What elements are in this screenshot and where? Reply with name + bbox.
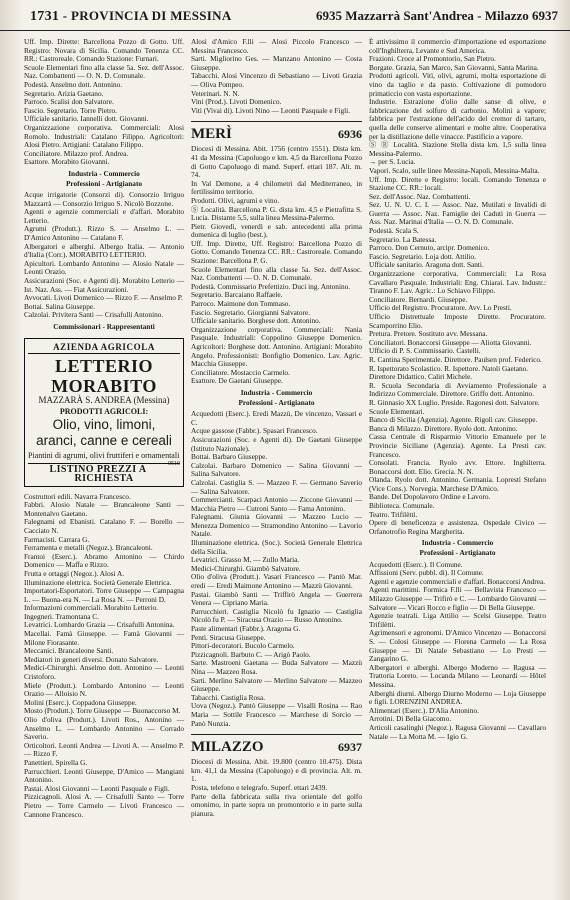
directory-entry: Fabbri. Alosio Natale — Brancaleone Santi — Montenalvo Gaetano. [24,500,184,518]
province-title: PROVINCIA DI MESSINA [70,8,232,23]
directory-entry: Biblioteca. Comunale. [369,501,435,511]
directory-entry: Teatro. Trifilètti. [369,509,418,519]
directory-entry: Apicultori. Lombardo Antonino — Alosio Natale — Leonti Orazio. [24,258,184,277]
ad-company-type: AZIENDA AGRICOLA [28,343,180,355]
column-3 [369,38,546,741]
town-name-milazzo: MILAZZO [191,739,264,756]
page-gutter-left [0,0,22,900]
directory-entry: Calzolai. Barbaro Domenico — Salina Giovanni — Salina Salvatore. [191,460,362,479]
directory-entry: Paste alimentari (Fabbr.). Aragona G. [191,624,301,633]
directory-entry: Acquedotti (Eserc.). Eredi Mazzù, De vincenzo, Vassari e C. [191,409,362,427]
directory-entry: Posta, telefono e telegrafo. Superf. ettari 2439. [191,782,328,792]
ad-products-line2: aranci, canne e cereali [36,433,172,449]
ad-plants [28,451,180,468]
directory-entry: Olio d'oliva (Produtt.). Vasari Francesco — Pantò Mar. eredi — Eredi Maimone Antonino — Mazzù Giovanni. [191,572,362,591]
directory-entry: Bottai. Salina Giuseppe. [24,301,95,311]
directory-entry: Bottai. Barbaro Giuseppe. [191,452,268,462]
directory-entry: Pizzicagnoli. Alosi A. — Crisafulli Santo — Torre Pietro — Torre Carmelo — Livoti Francesco — Cannone Francesco. [24,792,184,819]
meri-section-heading: Industria - Commercio [240,387,313,397]
directory-entry: Pizzicagnoli. Barbuto C. — Arigò Paolo. [191,649,311,659]
directory-entry: Segretario. Barcaiano Raffaele. [191,290,283,300]
directory-entry: Tabacchi. Castiglia Rosa. [191,692,266,702]
directory-entry: Ingegneri. Tramontana C. [24,611,99,621]
directory-entry: Sarti. Migliorino Ges. — Manzano Antonino — Costa Giuseppe. [191,54,362,72]
col1-industry-entries [24,191,184,320]
directory-entry: Informazioni commerciali. Morabito Letterio. [24,603,158,613]
directory-entry: Ferramenta e metalli (Negoz.). Brancaleoni. [24,543,153,553]
directory-entry: Sarti. Merlino Salvatore — Merlino Salvatore — Mazzeo Giuseppe. [191,675,362,694]
directory-entry: Medici-Chirurghi. Giambò Salvatore. [191,563,301,573]
directory-entry: R. Ginnasio XX Luglio. Preside. Ragonesi dott. Salvatore. [369,397,540,407]
town-heading-milazzo [191,734,362,755]
meri-entries [191,145,362,386]
directory-entry: Uff. Imp. Dirette, Uff. Registro: Barcellona Pozzo di Gotto. Comando Tenenza CC. RR.: Castroreale. Comando Stazione: Barcellona P. G. [191,238,362,266]
directory-entry: Sez. U. N. U. C. I. — Assoc. Naz. Mutilati e Invalidi di Guerra — Assoc. Naz. Famiglie dei Caduti in Guerra — Ass. Naz. Marinai d'Italia — O. N. D. Comunale. [369,200,546,227]
directory-entry: R. Cantina Sperimentale. Direttore. Paulsen prof. Federico. [369,354,542,364]
directory-entry: Falegnami. Giunta Giovanni — Mazzeo Lucio — Menezza Domenico — Stramondino Antonino — Lavorio Natale. [191,512,362,539]
directory-entry: Costruttori edili. Navarra Francesco. [24,491,131,501]
directory-entry: Uff. Imp. Dirette: Barcellona Pozzo di Gotto. Uff. Registro: Novara di Sicilia. Comando Tenenza CC. RR.: Castroreale. Comando Stazione: Furnari. [24,37,184,64]
page-gutter-right [552,0,570,900]
directory-entry: Olio d'oliva (Produtt.). Livoti Ros., Antonino — Anselmo L. — Lombardo Antonino — Corrado Saverio. [24,715,184,742]
milazzo-entries [191,758,362,818]
directory-entry: R. Scuola Secondaria di Avviamento Professionale a Indirizzo Commerciale. Direttore. Griffo dott. Antonino. [369,380,546,399]
advertisement-morabito [24,338,184,487]
col3-entries [369,38,546,536]
directory-entry: Parroco. Don Cernuto, arcipr. Domenico. [369,243,490,253]
page-header [0,0,570,31]
directory-entry: Agenti e agenzie commerciali e d'affari. Morabito Letterio. [24,207,184,225]
header-left: 1731 - PROVINCIA DI MESSINA [30,8,232,24]
directory-entry: Agenti marittimi. Formica F.lli — Bellavista Francesco — Milazzo Giuseppe — Trifirò e C. — Lombardo Giovanni — Salvatore — Vicari Rocco e figlio — Di Bella Giuseppe. [369,585,546,612]
directory-entry: Diocesi di Messina. Abit. 1756 (centro 1551). Dista km. 41 da Messina (Capoluogo e km. 4,5 da Barcellona Pozzo di Gotto Capoluogo di mand. Superf. ettari 187. Alt. m. 74. [191,144,362,180]
directory-entry: Illuminazione elettrica. Società Generale Elettrica. [24,577,172,587]
directory-entry: Panettieri. Spirella G. [24,757,88,767]
town-heading-meri [191,121,362,142]
town-name-meri: MERÌ [191,126,232,143]
meri-section-subheading: Professioni - Artigianato [238,397,315,407]
directory-entry: Organizzazione corporativa. Commerciali: Nania Pasquale. Industriali: Coppolino Giuseppe Domenico. Agricoltori: Borghese dott. Antonino. Artigiani: Morabito Angelo. Professionisti: Bonfiglio Domenico. Lav. Agric. Macchia Giuseppe. [191,324,362,369]
directory-entry: Tabacchi. Alosi Vincenzo di Sebastiano — Livoti Grazia — Oliva Pompeo. [191,71,362,89]
directory-entry: Falegnami ed Ebanisti. Catalano F. — Borello — Cacciato N. [24,517,184,535]
directory-entry: Molini (Eserc.). Coppadona Giuseppe. [24,697,137,707]
directory-entry: Levatrici. Grasso M. — Zullo Maria. [191,555,300,565]
ad-plants-text: Piantini di agrumi, olivi fruttiferi e ornamentali [28,451,180,461]
directory-entry: Podestà. Anselmo dott. Antonino. [24,79,123,89]
directory-entry: Frutta e ortaggi (Negoz.). Alosi A. [24,568,125,578]
directory-entry: Vitì (Vivai di). Livoti Nino — Leonti Pasquale e Figli. [191,105,351,115]
directory-entry: Miele (Produtt.). Lombardo Antonino — Leonti Orazio — Alloisio N. [24,680,184,699]
directory-entry: Scuole Elementari. [369,406,425,416]
directory-entry: Bande. Del Dopolavoro Ordine e Lavoro. [369,492,491,502]
directory-entry: Ufficiale sanitario. Iannelli dott. Giovanni. [24,114,149,124]
town-code-meri: 6936 [338,127,362,142]
directory-entry: Meccanici. Brancaleone Santi. [24,646,114,656]
directory-entry: Parroco. Maimone don Tommaso. [191,299,291,309]
directory-entry: Arrotini. Di Bella Giacomo. [369,714,452,724]
directory-entry: Ⓢ Località. Barcellona P. G. dista km. 4,5 e Pietrafitta S. Lucia. Distante 5,5, sulla linea Messina-Palermo. [191,204,362,223]
directory-entry: Acque gassose (Fabbr.). Spasari Francesco. [191,426,318,436]
directory-entry: In Val Demone, a 4 chilometri dal Mediterraneo, in fertilissimo territorio. [191,178,362,197]
ad-company-name: LETTERIO MORABITO [51,356,157,397]
header-right-title: 6935 Mazzarrà Sant'Andrea - Milazzo 6937 [315,8,558,23]
directory-entry: Scuole Elementari fino alla classe 5a. Sez. dell'Assoc. Naz. Combattenti — O. N. D. Comunale. [191,264,362,283]
directory-entry: Macellai. Famà Giuseppe. — Famà Giovanni — Milone Fiorasante. [24,629,184,647]
directory-entry: Conciliatori. Bonaccorsi Giuseppe — Aliotta Giovanni. [369,337,532,347]
directory-entry: Acque irrigatorie (Consorzi di). Consorzio Irriguo Mazzarrà — Consorzio Irriguo S. Nicolò Bozzone. [24,190,184,208]
directory-entry: Sarte. Mastroeni Gaetana — Buda Salvatore — Mazzù Nina — Mazzeo Rosa. [191,658,362,676]
col3-section-subheading: Professioni - Artigianato [419,548,496,558]
directory-entry: Borgate. Grazia, San Marco, San Giovanni, Santa Marina. [369,62,539,72]
directory-entry: Illuminazione elettrica. (Soc.). Società Generale Elettrica della Sicilia. [191,538,362,556]
section-subheading: Professioni - Artigianato [65,178,143,188]
ad-products-line1: Olio, vino, limoni, [52,417,156,433]
directory-entry: Commercianti. Scarpaci Antonio — Ziccone Giovanni — Macchia Pietro — Cutroni Santo — Fama Antonino. [191,495,362,513]
directory-entry: Podestà. Commissario Prefettizio. Duci ing. Antonino. [191,281,351,291]
directory-entry: Parroco. Scalisi don Salvatore. [24,97,114,107]
directory-entry: Industrie. Estrazione d'olio dalle sanse di olive, e fabbricazione del solfuro di carbonio. Molini a vapore; fabbrica per l'estrazione dell'acido del cremor di tartaro, quella delle conserve alimentari e molte altre. Cooperativa per la distillazione delle vinacce. Pastificio a vapore. [369,97,546,141]
directory-entry: Ufficio Distrettuale Imposte Dirette. Procuratore. Scamporrino Elio. [369,312,546,330]
directory-entry: Esattore. De Gaetani Giuseppe. [191,376,283,386]
directory-entry: Fascio. Segretario. Loja dott. Attilio. [369,251,477,261]
directory-entry: Articoli casalinghi (Negoz.). Ragusa Giovanni — Cavallaro Natale — La Motta M. — Igio G. [369,722,546,741]
directory-entry: Alimentari (Eserc.). D'Alia Antonino. [369,705,479,715]
directory-entry: Agenti e agenzie commerciali e d'affari. Bonaccorsi Andrea. [369,576,546,586]
directory-entry: Organizzazione corporativa. Commerciali: Alosi Romolo. Industriali: Catalano Filippo. Agricoltori: Alosi Pietro. Artigiani: Catalano Filippo. [24,122,184,150]
column-1 [24,38,184,819]
directory-entry: Alosi d'Amico F.lli — Alosi Piccolo Francesco — Messina Francesco. [191,37,362,55]
col3-section-heading: Industria - Commercio [421,538,494,548]
directory-entry: Parrucchieri. Castiglia Nicolò fu Ignazio — Castiglia Nicolò fu P. — Siracusa Orazio — Russo Antonino. [191,606,362,625]
directory-entry: Ufficiale sanitario. Borghese dott. Antonino. [191,316,321,326]
directory-entry: Importatori-Esportatori. Torre Giuseppe — Campagna L. — Buona-era N. — La Rosa N. — Perroni D. [24,586,184,604]
directory-entry: Albergatori e alberghi. Albergo Italia. — Antonio d'Italia (Corr.). MORABITO LETTERIO. [24,241,184,260]
directory-entry: Mosto (Produtt.). Torre Giuseppe — Buonaccorso M. [24,706,181,716]
directory-entry: Pastai. Giambò Santi — Triffirò Angela — Guerrera Venera — Cipriano Maria. [191,589,362,608]
ad-code: 0510 [168,461,180,468]
directory-entry: Pretura. Pretore. Sostituto avv. Messana. [369,329,488,339]
directory-entry: Ufficio del Registro. Procuratore. Avv. Lo Presti. [369,303,512,313]
directory-entry: Ⓢ Ⓡ Località. Stazione Stella dista km. 1,5 sulla linea Messina-Palermo. [369,140,546,158]
directory-entry: Uff. Imp. Dirette e Registro: locali. Comando Tenenza e Stazione CC. RR.: locali. [369,174,546,193]
directory-entry: Avvocati. Livoti Domenico — Rizzo F. — Anselmo P. [24,293,183,303]
directory-entry: Levatrici. Lombardo Grazia — Crisafulli Antonina. [24,620,175,630]
directory-entry: Pittori-decoratori. Bucolo Carmelo. [191,641,295,651]
meri-industry-entries [191,410,362,728]
directory-entry: Assicurazioni (Soc. e Agenti di). De Gaetani Giuseppe (Istituto Nazionale). [191,434,362,453]
directory-entry: Banca di Milazzo. Direttore. Ryolo dott. Antonino. [369,423,518,433]
directory-entry: Ufficiale sanitario. Aragona dott. Santi. [369,260,484,270]
directory-entry: È attivissimo il commercio d'importazione ed esportazione coll'Inghilterra, Levante e Sud America. [369,37,546,55]
directory-entry: Calzolai. Castiglia S. — Mazzeo F. — Germano Saverio — Salina Salvatore. [191,477,362,496]
col2-entries [191,38,362,115]
directory-entry: Diocesi di Messina. Abit. 19.800 (centro 10.475). Dista km. 41,1 da Messina (Capoluogo) e di provincia. Alt. m. 1. [191,757,362,784]
directory-entry: Opere di beneficenza e assistenza. Ospedale Civico — Orfanotrofio Regina Margherita. [369,518,546,536]
directory-entry: Calzolai. Privitera Santi — Crisafulli Antonino. [24,310,164,320]
directory-entry: Prodotti. Olivi, agrumi e vino. [191,195,280,205]
directory-entry: Agenzie teatrali. Liga Attilio — Scelsi Giuseppe. Teatro Trifilètti. [369,611,546,629]
directory-entry: Scuole Elementari fino alla classe 5a. Sez. dell'Assoc. Naz. Combattenti — O. N. D. Comunale. [24,62,184,81]
directory-entry: Mediatori in generi diversi. Donato Salvatore. [24,654,159,664]
directory-entry: Segretario. Arizia Gaetano. [24,88,104,98]
directory-entry: Pastai. Alosi Giovanni — Leonti Pasquale e Figli. [24,783,170,793]
directory-entry: Assicurazioni (Soc. e Agenti di). Morabito Letterio — Ist. Naz. Ass. — Fiat Assicurazioni. [24,276,184,294]
directory-entry: Esattore. Morabito Giovanni. [24,157,110,167]
directory-entry: Conciliatore. Milazzo prof. Andrea. [24,148,129,158]
directory-entry: Albergatori e alberghi. Albergo Moderno — Ragusa — Trattoria Loreto. — Locanda Milano — Leonardi — Hôtel Messina. [369,662,546,689]
directory-entry: Pietr. Giovedì, venerdì e sab. antecedenti alla prima domenica di luglio (best.). [191,221,362,240]
directory-entry: Frantoi (Eserc.). Abramo Antonino — Chirdo Domenico — Maffa e Rizzo. [24,551,184,570]
directory-entry: Parrucchieri. Leonti Giuseppe, D'Amico — Mangiani Antonino. [24,766,184,785]
directory-entry: Parte della fabbricata sulla riva orientale del golfo omonimo, in parte sopra un promontorio e in parte sulla pianura. [191,791,362,818]
directory-entry: Agrumi (Produtt.). Rizzo S. — Anselmo L. — D'Amico Antonino — Catalano F. [24,224,184,243]
directory-entry: Fascio. Segretario. Giorgianni Salvatore. [191,307,311,317]
directory-entry: Conciliatore. Mostaccio Carmelo. [191,367,290,377]
directory-entry: Orticoltori. Leonti Andrea — Livoti A. — Anselmo P. — Rizzo F. [24,740,184,759]
directory-entry: Consolati. Francia. Ryolo avv. Ettore. Inghilterra. Bonaccorsi dott. Elio. Grecia. N. N. [369,458,546,476]
directory-entry: Vini (Prod.). Livoti Domenico. [191,97,282,107]
directory-entry: Medici-Chirurghi. Anselmo dott. Antonino — Leonti Cristoforo. [24,663,184,682]
directory-entry: Farmacisti. Carrara G. [24,534,90,544]
directory-entry: Segretario. La Batessa. [369,234,437,244]
ad-location: MAZZARÀ S. ANDREA (Messina) [38,395,170,406]
directory-entry: Alberghi diurni. Albergo Diurno Moderno — Loja Giuseppe e figli. LORENZINI ANDREA. [369,688,546,707]
directory-entry: Agrimensori e agronomi. D'Amico Vincenzo — Bonaccorsi S. — Colosi Giuseppe — Florena Carmelo — La Rosa Giuseppe — Di Natale Sebastiano — Lo Presti — Zangarino G. [369,628,546,664]
directory-entry: → per S. Lucia. [369,157,416,167]
ad-products-label: PRODOTTI AGRICOLI: [59,406,149,416]
directory-entry: Sez. dell'Assoc. Naz. Combattenti. [369,191,471,201]
directory-entry: Banco di Sicilia (Agenzia). Agente. Rigoli cav. Giuseppe. [369,415,538,425]
directory-entry: Direttore Didattico. Caliri Michele. [369,372,473,382]
directory-entry: Veterinari. N. N. [191,88,240,98]
directory-entry: Olanda. Ryolo dott. Antonino. Germania. Loprestì Stefano (Vice Cons.). Norvegia. Marchese D'Amico. [369,475,546,493]
col1-more-entries [24,493,184,820]
directory-entry: Frazioni. Croce al Promontorio, San Pietro. [369,54,496,64]
directory-entry: Uova (Negoz.). Pantò Giuseppe — Visalli Rosina — Rao Maria — Sottile Francesco — Marchese di Sorcio — Panò Nunzia. [191,701,362,728]
directory-entry: Podestà. Scala S. [369,226,419,236]
directory-entry: Cassa Centrale di Risparmio Vittorio Emanuele per le Provincie Siciliane (Agenzia). Agente. La Presti cav. Francesco. [369,432,546,459]
section-heading: Industria - Commercio [68,168,140,178]
col1-entries [24,38,184,167]
town-code-milazzo: 6937 [338,740,362,755]
directory-entry: Affissioni (Serv. pubbl. di). Il Comune. [369,568,484,578]
directory-entry: R. Ispettorato Scolastico. R. Ispettore. Natoli Gaetano. [369,363,529,373]
directory-entry: Acquedotti (Eserc.). Il Comune. [369,559,463,569]
directory-entry: Prodotti agricoli. Vitì, olivi, agrumi, molta esportazione di vino da taglio e da pasto. Coltivazione di pomodoro primaticcio con vasta esportazione. [369,71,546,98]
col3-industry-entries [369,561,546,741]
column-2 [191,38,362,818]
directory-entry: Organizzazione corporativa. Commerciali: La Rosa Cavallaro Pasquale. Industriali: Eng. Chiarai. Lav. Industr.: Tiranno F. Lav. Agric.: Lo Schiavo Filippo. [369,269,546,296]
directory-entry: Pentì. Siracusa Giuseppe. [191,632,266,642]
ad-price-list: LISTINO PREZZI A RICHIESTA [28,463,180,483]
directory-entry: Conciliatore. Bernardi. Giuseppe. [369,294,468,304]
directory-entry: Fascio. Segretario. Torre Pietro. [24,105,117,115]
section-heading-commissionari: Commissionari - Rappresentanti [53,322,155,331]
page-number: 1731 [30,9,60,24]
directory-entry: Ufficio di P. S. Commissario. Castelli. [369,346,481,356]
directory-entry: Vapori. Scalo, sulle linee Messina-Napoli, Messina-Malta. [369,165,540,175]
